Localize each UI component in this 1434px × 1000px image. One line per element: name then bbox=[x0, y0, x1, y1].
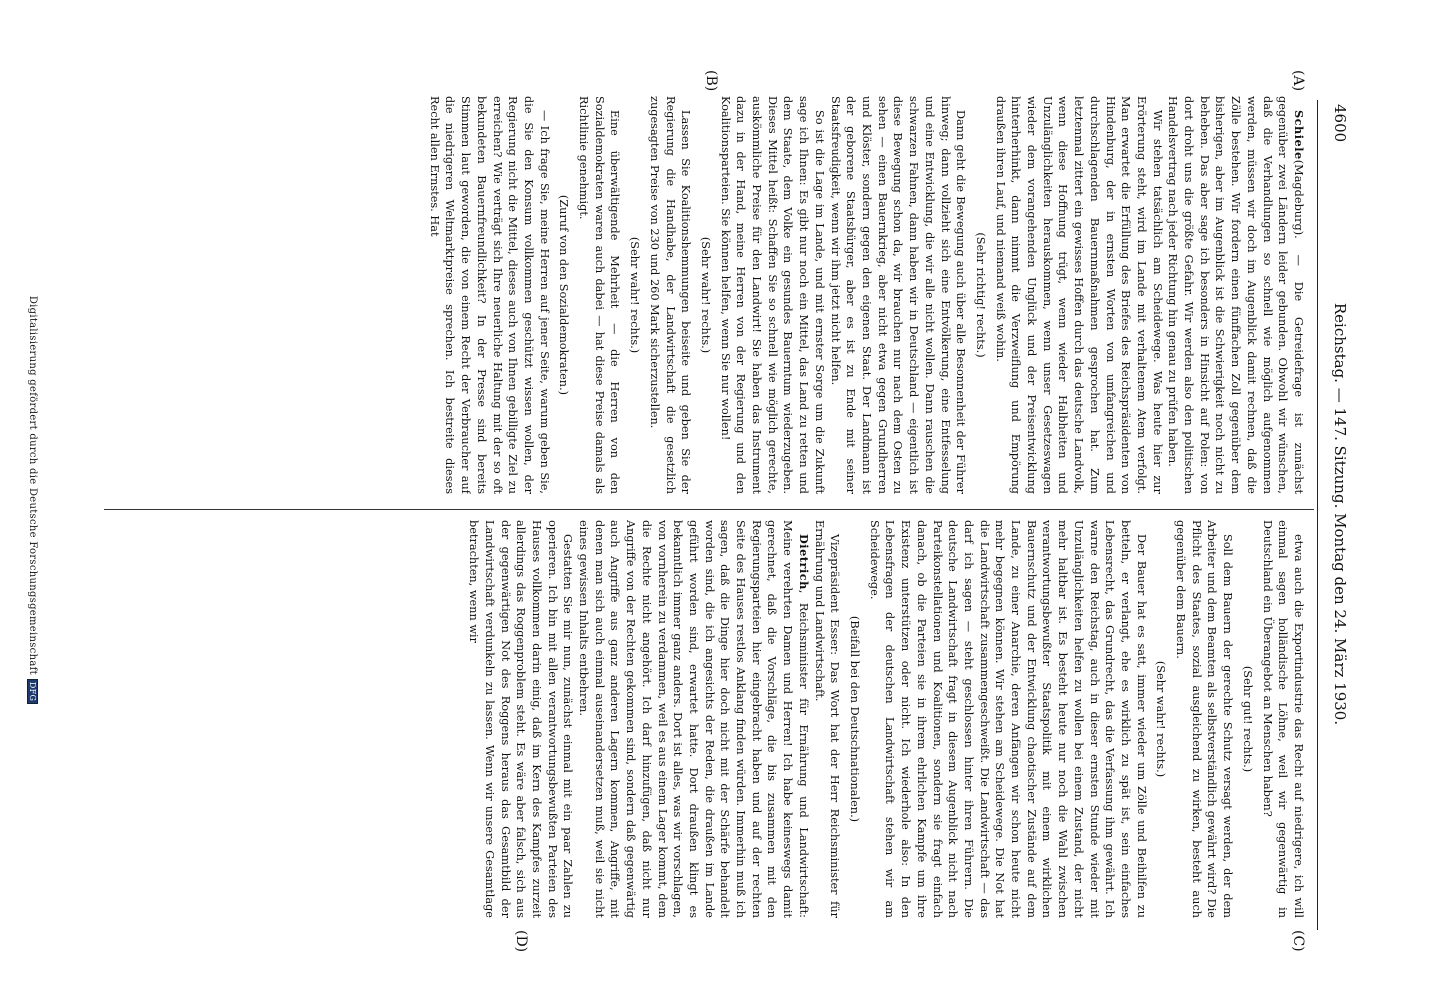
page-footer bbox=[27, 0, 38, 1000]
paragraph-text: (Sehr richtig! rechts.) bbox=[973, 232, 987, 358]
footer-credit: Digitalisierung gefördert durch die Deutsche Forschungsgemeinschaft bbox=[27, 295, 38, 675]
margin-mark-d: (D) bbox=[513, 930, 529, 953]
paragraph-text: Lassen Sie Koalitionshemmungen beiseite und geben Sie der Regierung die Handhabe, der Landwirtschaft die gesetzlich zugesagten Preise von 230 und 260 Mark sicherzustellen. bbox=[647, 96, 693, 494]
paragraph bbox=[1172, 520, 1235, 918]
paragraph-text: Wir stehen tatsächlich am Scheidewege. Was heute hier zur Erörterung steht, wird im Lande mit verhaltenem Atem verfolgt. Man erwartet die Erfüllung des Briefes des Reichspräsidenten von Hindenburg, der in ernsten Worten von umfangreichen und durchschlagenden Bauernmaßnahmen gesprochen hat. Zum letztenmal zittert ein gewisses Hoffen durch das deutsche Landvolk, wenn diese Hoffnung trügt, wenn wieder Halbheiten und Unzulänglichkeiten herauskommen, wenn unser Gesetzeswagen wieder dem vorangehenden Unglück und der Preisentwicklung hinterherhinkt, dann nimmt die Verzweiflung und Empörung draußen ihren Lauf, und niemand weiß wohin. bbox=[993, 96, 1164, 494]
column-divider bbox=[104, 509, 1314, 510]
paragraph-text: Vizepräsident Esser: Das Wort hat der Herr Reichsminister für Ernährung und Landwirtschaft. bbox=[812, 520, 842, 918]
paragraph-text: etwa auch die Exportindustrie das Recht auf niedrigere, ich will einmal sagen holländische Löhne, weil wir gegenwärtig in Deutschland ein Überangebot an Menschen haben? bbox=[1260, 520, 1305, 918]
paragraph-text: So ist die Lage im Lande, und mit ernster Sorge um die Zukunft sage ich Ihnen: Es gibt nur noch ein Mittel, das Land zu retten und dem Staate, dem Volke ein gesundes Bauerntum wiederzugeben. Dieses Mittel heißt: Schaffen Sie so schnell wie möglich gerechte, auskömmliche Preise für den Landwirt! Sie haben das Instrument dazu in der Hand, meine Herren von der Regierung und den Koalitionsparteien. Sie können helfen, wenn Sie nur wollen! bbox=[718, 96, 826, 494]
paragraph-text: (Magdeburg). — Die Getreidefrage ist zunächst gegenüber zwei Ländern leider gebunden. Obwohl wir wünschen, daß die Verhandlungen so schnell wie möglich aufgenommen werden, müssen wir doch im Augenblick damit rechnen, daß die Zölle bestehen. Wir fordern einen fünffachen Zoll gegenüber dem bisherigen, aber im Augenblick ist die Schwierigkeit noch nicht zu beheben. Das aber sage ich besonders in Hinsicht auf Polen: von dort droht uns die größte Gefahr. Wir werden also den politischen Handelsvertrag nach jeder Richtung hin genau zu prüfen haben. bbox=[1166, 96, 1305, 494]
interjection bbox=[972, 96, 988, 494]
paragraph-text: (Sehr wahr! rechts.) bbox=[1154, 660, 1168, 778]
paragraph bbox=[575, 520, 811, 918]
speaker-name: Dietrich bbox=[796, 534, 811, 590]
paragraph-text: Der Bauer hat es satt, immer wieder um Zölle und Beihilfen zu betteln, er verlangt, ehe es wirklich zu spät ist, sein einfaches Lebensrecht, das Grundrecht, das die Verfassung ihm gewährt. Ich warne den Reichstag, auch in dieser ernsten Stunde wieder mit Unzulänglichkeiten helfen zu wollen bei einem Zustand, der nicht mehr haltbar ist. Es besteht heute nur noch die Wahl zwischen verantwortungsbewußter Staatspolitik mit einem wirklichen Bauernschutz und der Entwicklung chaotischer Zustände auf dem Lande, zu einer Anarchie, deren Anfängen wir schon heute nicht mehr begegnen können. Wir stehen am Scheidewege. Die Not hat die Landwirtschaft zusammengeschweißt. Die Landwirtschaft — das darf ich sagen — steht geschlossen hinter ihren Führern. Die deutsche Landwirtschaft fragt in diesem Augenblick nicht nach Parteikonstellationen und Koalitionen, sondern sie fragt einfach danach, ob die Parteien sie in ihrem ehrlichen Kampfe um ihre Existenz unterstützen oder nicht. Ich wiederhole also: In den Lebensfragen der deutschen Landwirtschaft stehen wir am Scheidewege. bbox=[867, 520, 1148, 918]
paragraph bbox=[992, 96, 1165, 494]
paragraph-text: , Reichsminister für Ernährung und Landwirtschaft: Meine verehrten Damen und Herren! Ich habe keineswegs damit gerechnet, daß die Vorschläge, die bis zusammen mit den Regierungsparteien hier eingebracht haben und auf der rechten Seite des Hauses restlos Anklang finden würden. Immerhin muß ich sagen, daß die Dinge hier doch nicht mit der Schärfe behandelt worden sind, die ich angesichts der Reden, die draußen im Lande geführt worden sind, erwartet hatte. Dort draußen klingt es bekanntlich immer ganz anders. Dort ist alles, was wir vorschlagen, von vornherein zu verdammen, weil es aus einem Lager kommt, dem die Rechte nicht angehört. Ich darf hinzufügen, daß nicht nur Angriffe von der Rechten gekommen sind, sondern daß gegenwärtig auch Angriffe aus ganz anderen Lagern kommen, Angriffe, mit denen man sich auch einmal auseinandersetzen muß, weil sie nicht eines gewissen Inhalts entbehren. bbox=[577, 520, 810, 918]
paragraph bbox=[866, 520, 1149, 918]
interjection bbox=[556, 96, 572, 494]
text-column-right bbox=[116, 520, 1306, 918]
paragraph-text: — Ich frage Sie, meine Herren auf jener Seite, warum geben Sie, die Sie den Konsum vollkommen geschützt wissen wollen, der Regierung nicht die Mittel, dieses auch von Ihnen gebilligte Ziel zu erreichen? Wie verträgt sich Ihre neuerliche Haltung mit der so oft bekundeten Bauernfreundlichkeit? In der Presse sind bereits Stimmen laut geworden, die von einem Recht der Verbraucher auf die niedrigeren Weltmarktpreise sprechen. Ich bestreite dieses Recht allen Ernstes. Hat bbox=[427, 96, 551, 494]
paragraph bbox=[811, 520, 842, 918]
paragraph-text: Eine überwältigende Mehrheit — die Herren von den Sozialdemokraten waren auch dabei — hat diese Preise damals als Richtlinie genehmigt. bbox=[577, 96, 622, 494]
interjection bbox=[1153, 520, 1169, 918]
dfg-logo: DFG bbox=[27, 679, 38, 704]
text-column-left bbox=[116, 96, 1306, 494]
page-number: 4600 bbox=[1331, 104, 1349, 143]
paragraph bbox=[1165, 96, 1306, 494]
margin-mark-b: (B) bbox=[703, 70, 719, 92]
paragraph-text: (Sehr gut! rechts.) bbox=[1240, 665, 1254, 773]
margin-mark-c: (C) bbox=[1290, 930, 1306, 952]
page-header bbox=[1321, 104, 1349, 924]
paragraph bbox=[1259, 520, 1306, 918]
paragraph bbox=[827, 96, 968, 494]
interjection bbox=[846, 520, 862, 918]
paragraph-text: (Zuruf von den Sozialdemokraten.) bbox=[557, 194, 571, 396]
interjection bbox=[697, 96, 713, 494]
speaker-name: Schiele bbox=[1292, 110, 1306, 160]
margin-mark-a: (A) bbox=[1290, 70, 1306, 92]
running-title: Reichstag. — 147. Sitzung. Montag den 24. März 1930. bbox=[1331, 302, 1349, 726]
paragraph-text: Soll dem Bauern der gerechte Schutz versagt werden, der dem Arbeiter und dem Beamten als selbstverständlich gewährt wird? Die Pflicht des Staates, sozial ausgleichend zu wirken, besteht auch gegenüber dem Bauern. bbox=[1174, 520, 1235, 918]
paragraph bbox=[575, 96, 622, 494]
paragraph bbox=[426, 96, 552, 494]
paragraph bbox=[465, 520, 575, 918]
paragraph-text: Gestatten Sie mir nun, zunächst einmal mit ein paar Zahlen zu operieren. Ich bin mit allen verantwortungsbewußten Parteien des Hauses vollkommen darin einig, daß im Kern des Kampfes zurzeit allerdings das Roggenproblem steht. Es wäre aber falsch, sich aus der gegenwärtigen Not des Roggens heraus das Gesamtbild der Landwirtschaft verdunkeln zu lassen. Wenn wir unsere Gesamtlage betrachten, wenn wir bbox=[467, 520, 575, 918]
header-rule bbox=[1317, 100, 1318, 930]
interjection bbox=[626, 96, 642, 494]
paragraph-text: Dann geht die Bewegung auch über alle Besonnenheit der Führer hinweg; dann vollzieht sich eine Entvölkerung, eine Entfesselung und eine Entwicklung, die wir alle nicht wollen. Dann rauschen die schwarzen Fahnen, dann haben wir in Deutschland — eigentlich ist diese Bewegung schon da, wir brauchen nur nach dem Osten zu sehen — einen Bauernkrieg, aber nicht etwa gegen Grundherren und Klöster, sondern gegen den eigenen Staat. Der Landmann ist der geborene Staatsbürger, aber es ist zu Ende mit seiner Staatsfreudigkeit, wenn wir ihm jetzt nicht helfen. bbox=[828, 96, 968, 494]
paragraph bbox=[646, 96, 693, 494]
paragraph bbox=[717, 96, 827, 494]
paragraph-text: (Sehr wahr! rechts.) bbox=[628, 236, 642, 354]
interjection bbox=[1239, 520, 1255, 918]
paragraph-text: (Sehr wahr! rechts.) bbox=[698, 236, 712, 354]
paragraph-text: (Beifall bei den Deutschnationalen.) bbox=[848, 615, 862, 823]
